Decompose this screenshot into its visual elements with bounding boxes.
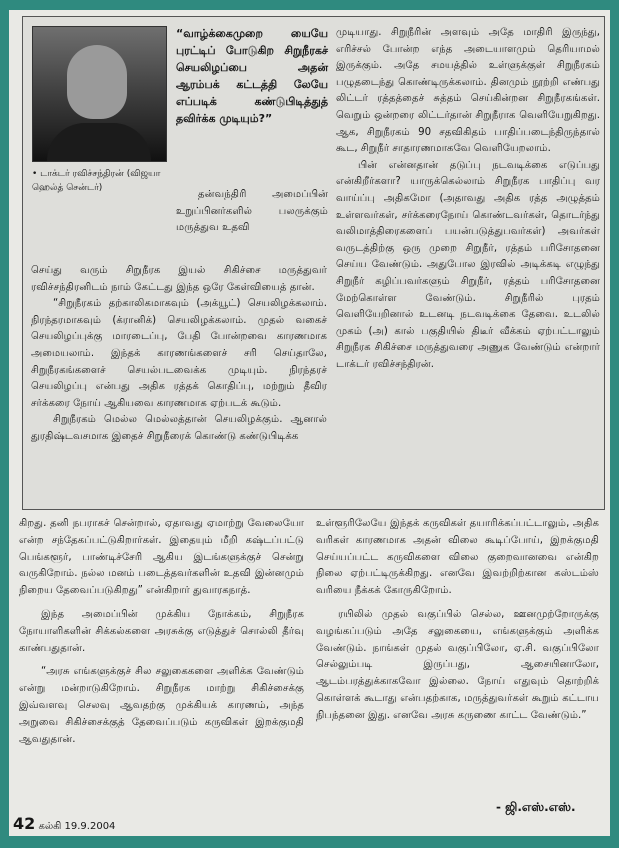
article-right-column: [316, 516, 599, 732]
box-paragraph: “சிறுநீரகம் தற்காலிகமாகவும் (அக்யூட்) செயலிழக்கலாம். நிரந்தரமாகவும் (க்ரானிக்) செயலிழக்கலாம். முதல் வகைச் செயலிழப்புக்கு மாரடைப்பு, பேதி போன்றவை காரணமாக அமையலாம். இந்தக் காரணங்களைச் சரி செய்தாலே, சிறுநீரகங்களைச் செயல்படவைக்க முடியும். நிரந்தரச் செயலிழப்பு என்பது அதிக ரத்தக் கொதிப்பு, மற்றும் தீவிர சர்க்கரை நோய் ஆகியவை காரணமாக ஏற்படக் கூடும்.: [31, 298, 327, 409]
article-paragraph: கிறது. தனி நபராகச் சென்றால், ஏதாவது ஏமாற்று வேலையோ என்ற சந்தேகப்பட்டுகிறார்கள். இதையும் மீறி கஷ்டப்பட்டு பெங்களூர், பாண்டிச்சேரி ஆகிய இடங்களுக்குச் சென்று வருகிறோம். நல்ல மனம் படைத்தவர்களின் உதவி இன்னமும் நிறைய தேவைப்படுகிறது” என்கிறார் துவாரகநாத்.: [19, 518, 304, 597]
issue-date: கல்கி 19.9.2004: [38, 821, 116, 832]
article-paragraph: ரயிலில் முதல் வகுப்பில் செல்ல, ஊனமுற்றோருக்கு வழங்கப்படும் அதே சலுகையை, எங்களுக்கும் அளிக்க வேண்டும். நாங்கள் முதல் வகுப்பிலோ, ஏ.சி. வகுப்பிலோ செல்லும்படி இருப்பது, ஆசையினாலோ, ஆடம்பரத்துக்காகவோ இல்லை. நோய் எதுவும் தொற்றிக் கொள்ளக் கூடாது என்பதற்காக, மருத்துவர்கள் கூறும் கட்டாய நிபந்தனை இது. எனவே அரசு கருணை காட்ட வேண்டும்.”: [316, 608, 599, 721]
author-signature: - ஜி.எஸ்.எஸ்.: [496, 800, 576, 814]
box-text-intro: தன்வந்திரி அமைப்பின் உறுப்பினர்களில் பலருக்கும் மருத்துவ உதவி: [176, 189, 328, 234]
box-paragraph: முடியாது. சிறுநீரின் அளவும் அதே மாதிரி இருந்து, எரிச்சல் போன்ற எந்த அடையாளமும் தெரியாமல் இருக்கும். அதே சமயத்தில் உள்ளுக்குள் சிறுநீரகம் பழுதடைந்து கொண்டிருக்கலாம். தினமும் நூற்றி எண்பது லிட்டர் ரத்தத்தைச் சுத்தம் செய்கின்றன சிறுநீரகங்கள். வெறும் ஒன்றரை லிட்டர்தான் சிறுநீராக வெளியேறுகிறது. ஆக, சிறுநீரகம் 90 சதவிகிதம் பாதிப்படைந்திருந்தால் கூட, சிறுநீர் சாதாரணமாகவே வெளியேறலாம்.: [336, 27, 600, 155]
article-paragraph: இந்த அமைப்பின் முக்கிய நோக்கம், சிறுநீரக நோயாளிகளின் சிக்கல்களை அரசுக்கு எடுத்துச் சொல்லி தீர்வு காண்பதுதான்.: [19, 608, 304, 654]
box-left-column: [31, 263, 327, 446]
photo-caption: • டாக்டர் ரவிச்சந்திரன் (விஜயா ஹெல்த் சென்டர்): [32, 169, 161, 193]
box-paragraph: பின் என்னதான் தடுப்பு நடவடிக்கை எடுப்பது என்கிறீர்களா? யாருக்கெல்லாம் சிறுநீரக பாதிப்பு வர வாய்ப்பு அதிகமோ (அதாவது அதிக ரத்த அழுத்தம் உள்ளவர்கள், சர்க்கரைநோய் கொண்டவர்கள், தொடர்ந்து வலிமாத்திரைகளைப் பயன்படுத்துபவர்கள்) அவர்கள் வருடத்திற்கு ஒரு முறை சிறுநீர், ரத்தம் பரிசோதனை செய்ய வேண்டும். அதுபோல இரவில் அடிக்கடி எழுந்து சிறுநீர் கழிப்பவர்களும் சிறுநீர், ரத்தம் பரிசோதனை மேற்கொள்ள வேண்டும். சிறுநீரில் புரதம் வெளியேறினால் உடனடி நடவடிக்கை தேவை. உடலில் முகம் (அ) கால் பகுதியில் திடீர் வீக்கம் ஏற்பட்டாலும் சிறுநீரக சிகிச்சை மருத்துவரை அணுக வேண்டும் என்றார் டாக்டர் ரவிச்சந்திரன்.: [336, 159, 600, 370]
interview-box: [22, 16, 605, 510]
article-left-column: [19, 516, 304, 755]
pull-quote: “வாழ்க்கைமுறை யையே புரட்டிப் போடுகிற சிறுநீரகச் செயலிழப்பை அதன் ஆரம்பக் கட்டத்தி லேயே எப்படிக் கண்டுபிடித்துத் தவிர்க்க முடியும்?”: [176, 27, 328, 125]
box-right-column: [336, 25, 600, 373]
page-footer: [13, 814, 115, 833]
magazine-page: [9, 10, 610, 836]
article-paragraph: உள்ளூரிலேயே இந்தக் கருவிகள் தயாரிக்கப்பட்டாலும், அதிக வரிகள் காரணமாக அதன் விலை கூடிப்போய், இறக்குமதி செய்யப்பட்ட கருவிகளை விலை குறைவானவை என்கிற நிலை ஏற்பட்டிருக்கிறது. எனவே இவற்றிற்கான கஸ்டம்ஸ் வரியை நீக்கக் கோருகிறோம்.: [316, 518, 599, 597]
box-paragraph: சிறுநீரகம் மெல்ல மெல்லத்தான் செயலிழக்கும். ஆனால் துரதிஷ்டவசமாக இதைச் சிறுநீரைக் கொண்டு கண்டுபிடிக்க: [31, 414, 327, 442]
page-number: 42: [13, 814, 36, 833]
article-paragraph: “அரசு எங்களுக்குச் சில சலுகைகளை அளிக்க வேண்டும் என்று மன்றாடுகிறோம். சிறுநீரக மாற்று சிகிச்சைக்கு இவ்வளவு செலவு ஆவதற்கு முக்கியக் காரணம், அந்த அறுவை சிகிச்சைக்குத் தேவைப்படும் கருவிகள் இறக்குமதி ஆவதுதான்.: [19, 666, 304, 745]
doctor-photo: [32, 26, 167, 162]
box-paragraph: செய்து வரும் சிறுநீரக இயல் சிகிச்சை மருத்துவர் ரவிச்சந்திரனிடம் நாம் கேட்டது இந்த ஒரே கேள்வியைத் தான்.: [31, 265, 327, 293]
